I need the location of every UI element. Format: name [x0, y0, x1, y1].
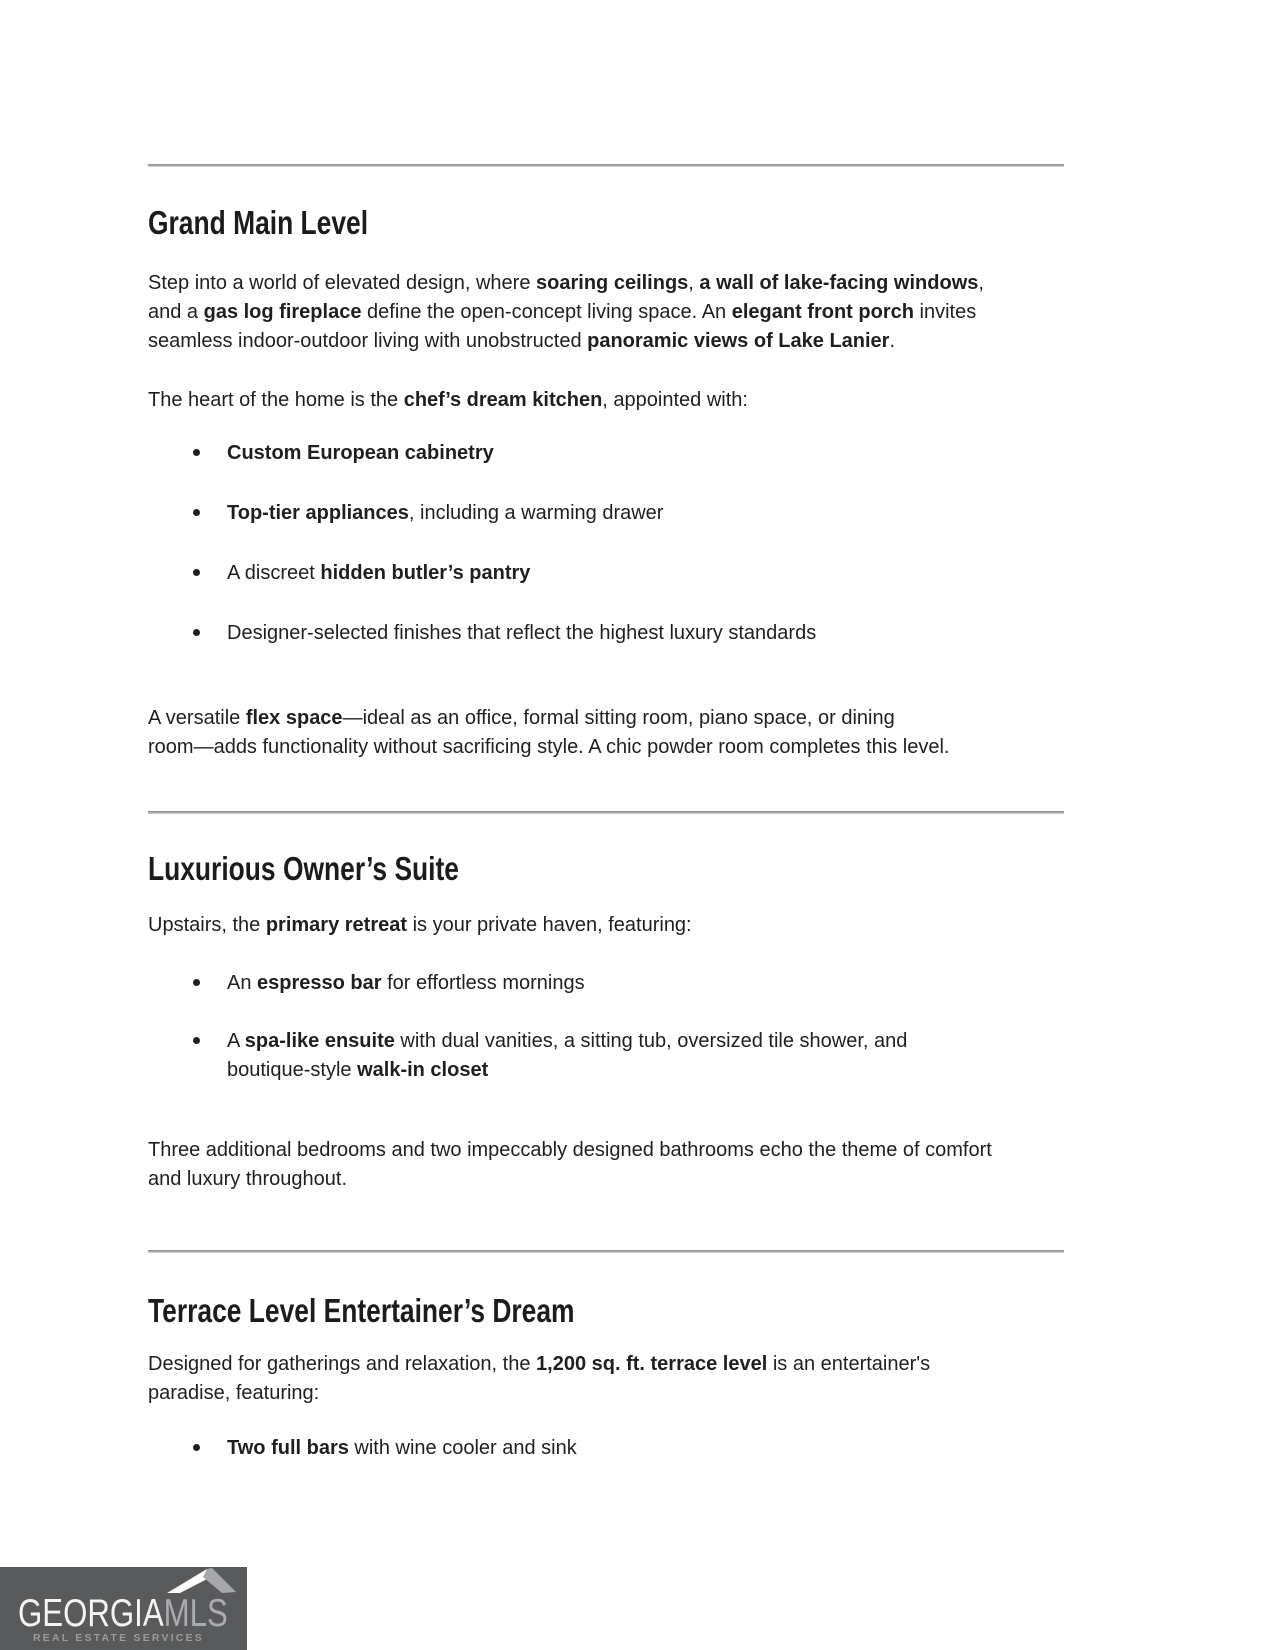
list-item: Custom European cabinetry: [227, 439, 1128, 468]
section-heading-terrace-level: Terrace Level Entertainer’s Dream: [148, 1292, 575, 1329]
section-divider: [148, 811, 1064, 814]
logo-wordmark: [18, 1594, 228, 1633]
paragraph-flex-space: A versatile flex space—ideal as an office, formal sitting room, piano space, or dining room—adds functionality without sacrificing style. A chic powder room completes this level.: [148, 707, 950, 758]
section-heading-grand-main-level: Grand Main Level: [148, 204, 369, 241]
georgia-mls-logo: [0, 1567, 247, 1650]
paragraph-terrace-lead: Designed for gatherings and relaxation, the 1,200 sq. ft. terrace level is an entertainer's paradise, featuring:: [148, 1353, 931, 1404]
roof-icon: [166, 1568, 236, 1594]
kitchen-features-list: [148, 439, 1128, 648]
list-item: A spa-like ensuite with dual vanities, a sitting tub, oversized tile shower, and boutique-style walk-in closet: [227, 1027, 1128, 1085]
paragraph-owners-suite-lead: Upstairs, the primary retreat is your private haven, featuring:: [148, 914, 692, 936]
paragraph-intro: Step into a world of elevated design, where soaring ceilings, a wall of lake-facing windows, and a gas log fireplace define the open-concept living space. An elegant front porch invites seamless indoor-outdoor living with unobstructed panoramic views of Lake Lanier.: [148, 272, 984, 352]
logo-brand-secondary: MLS: [163, 1592, 228, 1635]
logo-brand-primary: GEORGIA: [18, 1592, 164, 1635]
list-item: Top-tier appliances, including a warming drawer: [227, 499, 1128, 528]
list-item: An espresso bar for effortless mornings: [227, 969, 1128, 998]
document-content: [148, 0, 1128, 1463]
section-heading-owners-suite: Luxurious Owner’s Suite: [148, 850, 459, 887]
list-item: A discreet hidden butler’s pantry: [227, 559, 1128, 588]
paragraph-additional-bedrooms: Three additional bedrooms and two impeccably designed bathrooms echo the theme of comfort and luxury throughout.: [148, 1139, 992, 1190]
paragraph-kitchen-lead: The heart of the home is the chef’s dream kitchen, appointed with:: [148, 389, 748, 411]
section-divider: [148, 164, 1064, 167]
list-item: Two full bars with wine cooler and sink: [227, 1434, 1128, 1463]
logo-tagline: REAL ESTATE SERVICES: [33, 1632, 204, 1644]
terrace-features-list: [148, 1434, 1128, 1463]
section-divider: [148, 1250, 1064, 1253]
list-item: Designer-selected finishes that reflect the highest luxury standards: [227, 619, 1128, 648]
owners-suite-features-list: [148, 969, 1128, 1085]
